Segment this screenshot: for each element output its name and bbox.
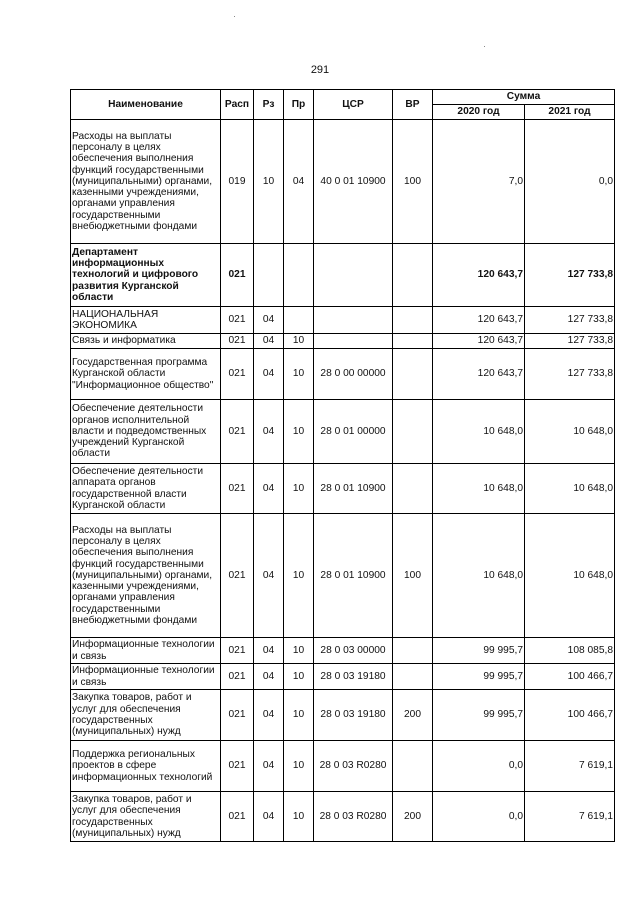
row-name: Департамент информационных технологий и цифрового развития Курганской области — [71, 244, 221, 307]
row-rasp: 021 — [221, 741, 254, 792]
row-rasp: 019 — [221, 120, 254, 244]
table-row — [71, 400, 615, 464]
row-rz: 04 — [254, 664, 284, 690]
row-csr: 28 0 00 00000 — [314, 349, 393, 400]
row-sum-2020: 120 643,7 — [433, 244, 525, 307]
row-name: Поддержка региональных проектов в сфере информационных технологий — [71, 741, 221, 792]
row-name: Обеспечение деятельности аппарата органов государственной власти Курганской области — [71, 464, 221, 514]
row-vr — [393, 664, 433, 690]
row-csr — [314, 334, 393, 349]
row-rasp: 021 — [221, 244, 254, 307]
table-row — [71, 638, 615, 664]
row-rasp: 021 — [221, 349, 254, 400]
row-sum-2020: 120 643,7 — [433, 307, 525, 334]
header-year-2020: 2020 год — [433, 105, 525, 120]
row-name: Обеспечение деятельности органов исполнительной власти и подведомственных учреждений Курганской области — [71, 400, 221, 464]
row-sum-2020: 10 648,0 — [433, 514, 525, 638]
row-pr: 10 — [284, 464, 314, 514]
row-rz: 10 — [254, 120, 284, 244]
row-sum-2020: 7,0 — [433, 120, 525, 244]
row-name: Информационные технологии и связь — [71, 664, 221, 690]
row-vr: 100 — [393, 120, 433, 244]
header-vr: ВР — [393, 90, 433, 120]
row-sum-2021: 127 733,8 — [525, 334, 615, 349]
table-body — [71, 120, 615, 842]
row-sum-2021: 7 619,1 — [525, 792, 615, 842]
row-csr: 28 0 03 19180 — [314, 690, 393, 741]
row-sum-2020: 99 995,7 — [433, 664, 525, 690]
row-rasp: 021 — [221, 664, 254, 690]
row-sum-2021: 127 733,8 — [525, 307, 615, 334]
row-pr: 10 — [284, 514, 314, 638]
header-name: Наименование — [71, 90, 221, 120]
row-sum-2021: 100 466,7 — [525, 664, 615, 690]
row-sum-2020: 99 995,7 — [433, 690, 525, 741]
row-pr — [284, 244, 314, 307]
table-row — [71, 349, 615, 400]
table-row — [71, 690, 615, 741]
row-csr: 28 0 03 19180 — [314, 664, 393, 690]
row-pr: 10 — [284, 334, 314, 349]
row-pr: 10 — [284, 741, 314, 792]
table-row — [71, 464, 615, 514]
row-rz: 04 — [254, 349, 284, 400]
row-vr — [393, 400, 433, 464]
row-vr — [393, 334, 433, 349]
row-sum-2021: 10 648,0 — [525, 464, 615, 514]
row-rz: 04 — [254, 690, 284, 741]
row-csr — [314, 244, 393, 307]
row-pr — [284, 307, 314, 334]
row-rz: 04 — [254, 514, 284, 638]
scan-speck — [234, 16, 235, 17]
row-sum-2020: 0,0 — [433, 792, 525, 842]
table-header — [71, 90, 615, 120]
row-name: Закупка товаров, работ и услуг для обеспечения государственных (муниципальных) нужд — [71, 792, 221, 842]
budget-table — [70, 89, 615, 842]
row-sum-2021: 10 648,0 — [525, 514, 615, 638]
row-vr — [393, 464, 433, 514]
row-name: Расходы на выплаты персоналу в целях обеспечения выполнения функций государственными (муниципальными) органами, казенными учреждениями, органами управления государственными внебюджетными фондами — [71, 120, 221, 244]
row-sum-2021: 127 733,8 — [525, 349, 615, 400]
table-row — [71, 741, 615, 792]
row-name: Государственная программа Курганской области "Информационное общество" — [71, 349, 221, 400]
row-vr — [393, 244, 433, 307]
row-rz: 04 — [254, 741, 284, 792]
row-name: Закупка товаров, работ и услуг для обеспечения государственных (муниципальных) нужд — [71, 690, 221, 741]
table-row — [71, 307, 615, 334]
row-pr: 10 — [284, 638, 314, 664]
table-row — [71, 792, 615, 842]
row-pr: 10 — [284, 349, 314, 400]
row-rz: 04 — [254, 638, 284, 664]
row-vr: 200 — [393, 792, 433, 842]
row-vr — [393, 741, 433, 792]
row-sum-2020: 0,0 — [433, 741, 525, 792]
row-pr: 10 — [284, 664, 314, 690]
row-name: Информационные технологии и связь — [71, 638, 221, 664]
row-vr: 200 — [393, 690, 433, 741]
row-sum-2021: 127 733,8 — [525, 244, 615, 307]
row-rasp: 021 — [221, 400, 254, 464]
row-sum-2021: 108 085,8 — [525, 638, 615, 664]
row-csr: 28 0 03 00000 — [314, 638, 393, 664]
row-rz: 04 — [254, 464, 284, 514]
row-name: НАЦИОНАЛЬНАЯ ЭКОНОМИКА — [71, 307, 221, 334]
row-pr: 10 — [284, 400, 314, 464]
row-csr: 28 0 03 R0280 — [314, 792, 393, 842]
row-sum-2020: 10 648,0 — [433, 464, 525, 514]
row-rasp: 021 — [221, 514, 254, 638]
row-csr: 40 0 01 10900 — [314, 120, 393, 244]
row-csr: 28 0 03 R0280 — [314, 741, 393, 792]
row-sum-2020: 120 643,7 — [433, 349, 525, 400]
row-name: Расходы на выплаты персоналу в целях обеспечения выполнения функций государственными (муниципальными) органами, казенными учреждениями, органами управления государственными внебюджетными фондами — [71, 514, 221, 638]
table-row — [71, 244, 615, 307]
header-year-2021: 2021 год — [525, 105, 615, 120]
row-rz: 04 — [254, 400, 284, 464]
row-vr — [393, 349, 433, 400]
row-pr: 04 — [284, 120, 314, 244]
table-row — [71, 514, 615, 638]
row-pr: 10 — [284, 690, 314, 741]
header-pr: Пр — [284, 90, 314, 120]
table-row — [71, 334, 615, 349]
row-sum-2021: 7 619,1 — [525, 741, 615, 792]
row-rasp: 021 — [221, 792, 254, 842]
row-name: Связь и информатика — [71, 334, 221, 349]
row-rz — [254, 244, 284, 307]
header-summa: Сумма — [433, 90, 615, 105]
row-rz: 04 — [254, 792, 284, 842]
row-sum-2021: 100 466,7 — [525, 690, 615, 741]
row-rz: 04 — [254, 334, 284, 349]
row-sum-2020: 99 995,7 — [433, 638, 525, 664]
row-rasp: 021 — [221, 638, 254, 664]
row-csr: 28 0 01 00000 — [314, 400, 393, 464]
row-vr — [393, 307, 433, 334]
header-csr: ЦСР — [314, 90, 393, 120]
row-rasp: 021 — [221, 307, 254, 334]
row-rasp: 021 — [221, 334, 254, 349]
row-csr: 28 0 01 10900 — [314, 514, 393, 638]
row-vr — [393, 638, 433, 664]
scan-speck — [484, 46, 485, 47]
row-sum-2020: 10 648,0 — [433, 400, 525, 464]
row-pr: 10 — [284, 792, 314, 842]
row-csr — [314, 307, 393, 334]
row-rz: 04 — [254, 307, 284, 334]
header-rz: Рз — [254, 90, 284, 120]
table-row — [71, 120, 615, 244]
row-rasp: 021 — [221, 464, 254, 514]
row-rasp: 021 — [221, 690, 254, 741]
row-vr: 100 — [393, 514, 433, 638]
page-number: 291 — [310, 64, 330, 76]
table-row — [71, 664, 615, 690]
row-sum-2021: 10 648,0 — [525, 400, 615, 464]
row-sum-2021: 0,0 — [525, 120, 615, 244]
header-rasp: Расп — [221, 90, 254, 120]
row-sum-2020: 120 643,7 — [433, 334, 525, 349]
row-csr: 28 0 01 10900 — [314, 464, 393, 514]
